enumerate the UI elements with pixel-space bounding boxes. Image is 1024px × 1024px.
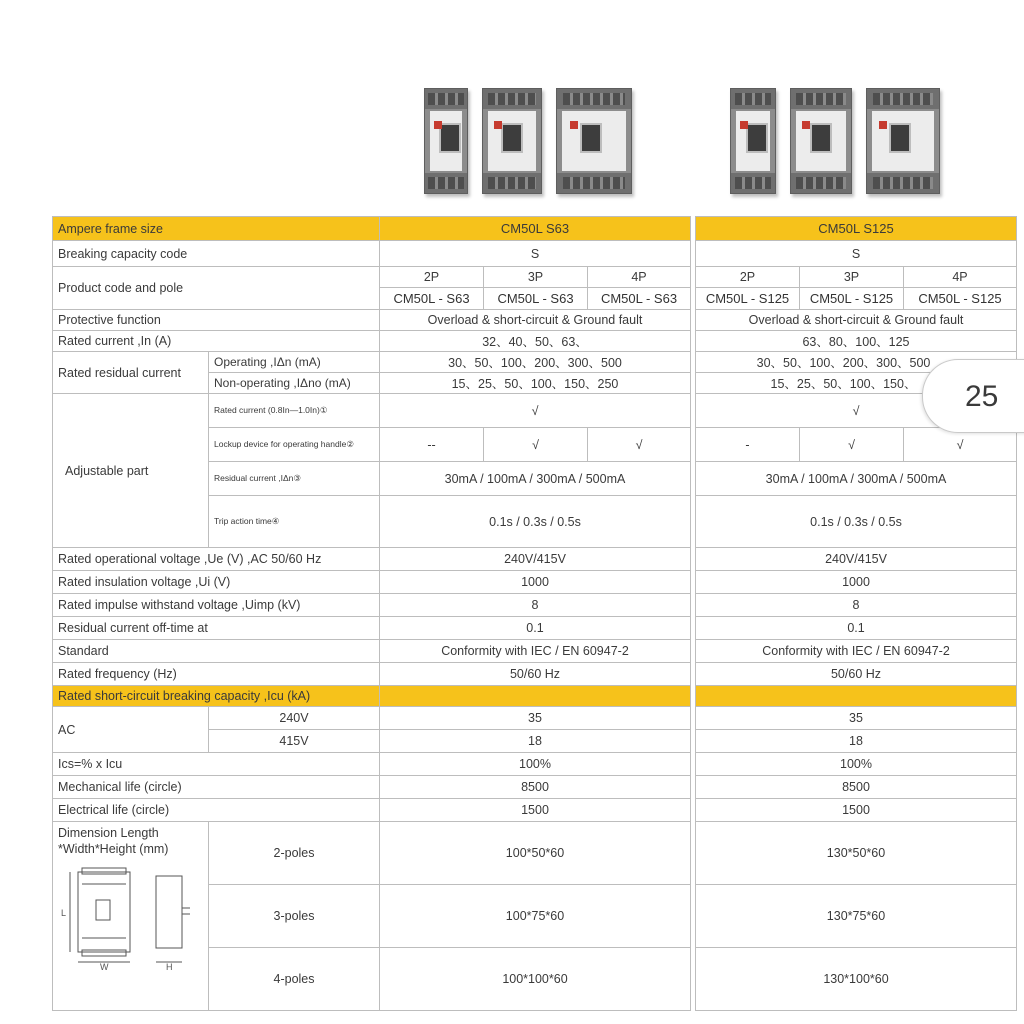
breaking-a: S bbox=[380, 241, 691, 267]
v415-b: 18 bbox=[696, 730, 1017, 753]
row-freq bbox=[53, 663, 1017, 686]
code-a-4p: CM50L - S63 bbox=[588, 288, 691, 310]
breaker-photo-4p bbox=[866, 88, 940, 194]
ui-a: 1000 bbox=[380, 571, 691, 594]
standard-a: Conformity with IEC / EN 60947-2 bbox=[380, 640, 691, 663]
row-frame bbox=[53, 217, 1017, 241]
dim-poles-3: 3-poles bbox=[209, 885, 380, 948]
residual-adj-b: 30mA / 100mA / 300mA / 500mA bbox=[696, 462, 1017, 496]
ics-b: 100% bbox=[696, 753, 1017, 776]
operating-b: 30、50、100、200、300、500 bbox=[696, 352, 1017, 373]
series-b-header: CM50L S125 bbox=[696, 217, 1017, 241]
elec-label: Electrical life (circle) bbox=[53, 799, 380, 822]
code-a-3p: CM50L - S63 bbox=[484, 288, 588, 310]
dim-label-2: *Width*Height (mm) bbox=[58, 842, 169, 856]
dim-poles-2: 2-poles bbox=[209, 822, 380, 885]
pole-b-2p: 2P bbox=[696, 267, 800, 288]
row-protective bbox=[53, 310, 1017, 331]
row-ui bbox=[53, 571, 1017, 594]
nonop-label: Non-operating ,IΔno (mA) bbox=[209, 373, 380, 394]
ui-label: Rated insulation voltage ,Ui (V) bbox=[53, 571, 380, 594]
v240-a: 35 bbox=[380, 707, 691, 730]
lockup-a-3p: √ bbox=[484, 428, 588, 462]
row-uimp bbox=[53, 594, 1017, 617]
trip-b: 0.1s / 0.3s / 0.5s bbox=[696, 496, 1017, 548]
dim-a-4: 100*100*60 bbox=[380, 948, 691, 1011]
adjustable-label: Adjustable part bbox=[53, 394, 209, 548]
pole-a-3p: 3P bbox=[484, 267, 588, 288]
dimension-drawing bbox=[58, 862, 198, 972]
drawing-h-label: H bbox=[166, 962, 173, 972]
page-number: 25 bbox=[965, 380, 999, 413]
v415-a: 18 bbox=[380, 730, 691, 753]
elec-b: 1500 bbox=[696, 799, 1017, 822]
row-poles bbox=[53, 267, 1017, 288]
row-dim-2p bbox=[53, 822, 1017, 885]
lockup-b-2p: - bbox=[696, 428, 800, 462]
ui-b: 1000 bbox=[696, 571, 1017, 594]
product-label: Product code and pole bbox=[53, 267, 380, 310]
drawing-l-label: L bbox=[61, 908, 67, 918]
standard-b: Conformity with IEC / EN 60947-2 bbox=[696, 640, 1017, 663]
lockup-a-4p: √ bbox=[588, 428, 691, 462]
dim-poles-4: 4-poles bbox=[209, 948, 380, 1011]
row-rated-current bbox=[53, 331, 1017, 352]
lockup-b-3p: √ bbox=[800, 428, 904, 462]
row-breaking bbox=[53, 241, 1017, 267]
row-standard bbox=[53, 640, 1017, 663]
offtime-label: Residual current off-time at bbox=[53, 617, 380, 640]
v240-label: 240V bbox=[209, 707, 380, 730]
rated-current-label: Rated current ,In (A) bbox=[53, 331, 380, 352]
breaker-photo-3p bbox=[482, 88, 542, 194]
dimension-cell bbox=[53, 822, 209, 1011]
row-icu bbox=[53, 686, 1017, 707]
dim-b-3: 130*75*60 bbox=[696, 885, 1017, 948]
icu-label: Rated short-circuit breaking capacity ,Icu (kA) bbox=[53, 686, 380, 707]
dim-b-2: 130*50*60 bbox=[696, 822, 1017, 885]
ue-label: Rated operational voltage ,Ue (V) ,AC 50/60 Hz bbox=[53, 548, 380, 571]
drawing-w-label: W bbox=[100, 962, 109, 972]
trip-a: 0.1s / 0.3s / 0.5s bbox=[380, 496, 691, 548]
spec-table bbox=[52, 216, 1017, 1011]
residual-adj-label: Residual current ,IΔn③ bbox=[209, 462, 380, 496]
breaker-photo-2p bbox=[730, 88, 776, 194]
dim-b-4: 130*100*60 bbox=[696, 948, 1017, 1011]
lockup-label: Lockup device for operating handle② bbox=[209, 428, 380, 462]
pole-a-2p: 2P bbox=[380, 267, 484, 288]
lockup-b-4p: √ bbox=[904, 428, 1017, 462]
code-b-4p: CM50L - S125 bbox=[904, 288, 1017, 310]
residual-adj-a: 30mA / 100mA / 300mA / 500mA bbox=[380, 462, 691, 496]
adj-rated-a: √ bbox=[380, 394, 691, 428]
row-240v bbox=[53, 707, 1017, 730]
freq-label: Rated frequency (Hz) bbox=[53, 663, 380, 686]
nonop-a: 15、25、50、100、150、250 bbox=[380, 373, 691, 394]
frame-label: Ampere frame size bbox=[53, 217, 380, 241]
v415-label: 415V bbox=[209, 730, 380, 753]
nonop-b: 15、25、50、100、150、 bbox=[696, 373, 1017, 394]
standard-label: Standard bbox=[53, 640, 380, 663]
protective-b: Overload & short-circuit & Ground fault bbox=[696, 310, 1017, 331]
mech-b: 8500 bbox=[696, 776, 1017, 799]
freq-b: 50/60 Hz bbox=[696, 663, 1017, 686]
uimp-b: 8 bbox=[696, 594, 1017, 617]
protective-a: Overload & short-circuit & Ground fault bbox=[380, 310, 691, 331]
product-photos-s63 bbox=[424, 88, 632, 200]
pole-a-4p: 4P bbox=[588, 267, 691, 288]
ue-a: 240V/415V bbox=[380, 548, 691, 571]
residual-label: Rated residual current bbox=[53, 352, 209, 394]
uimp-a: 8 bbox=[380, 594, 691, 617]
operating-label: Operating ,IΔn (mA) bbox=[209, 352, 380, 373]
row-ue bbox=[53, 548, 1017, 571]
dim-a-3: 100*75*60 bbox=[380, 885, 691, 948]
lockup-a-2p: -- bbox=[380, 428, 484, 462]
product-photos-s125 bbox=[730, 88, 940, 200]
breaker-photo-2p bbox=[424, 88, 468, 194]
rated-current-a: 32、40、50、63、 bbox=[380, 331, 691, 352]
row-operating bbox=[53, 352, 1017, 373]
spec-sheet bbox=[52, 216, 1016, 1008]
row-offtime bbox=[53, 617, 1017, 640]
ics-label: Ics=% x Icu bbox=[53, 753, 380, 776]
code-a-2p: CM50L - S63 bbox=[380, 288, 484, 310]
pole-b-3p: 3P bbox=[800, 267, 904, 288]
code-b-2p: CM50L - S125 bbox=[696, 288, 800, 310]
operating-a: 30、50、100、200、300、500 bbox=[380, 352, 691, 373]
breaker-photo-3p bbox=[790, 88, 852, 194]
breaking-b: S bbox=[696, 241, 1017, 267]
offtime-a: 0.1 bbox=[380, 617, 691, 640]
pole-b-4p: 4P bbox=[904, 267, 1017, 288]
series-a-header: CM50L S63 bbox=[380, 217, 691, 241]
code-b-3p: CM50L - S125 bbox=[800, 288, 904, 310]
row-adj-rated bbox=[53, 394, 1017, 428]
freq-a: 50/60 Hz bbox=[380, 663, 691, 686]
row-elec bbox=[53, 799, 1017, 822]
offtime-b: 0.1 bbox=[696, 617, 1017, 640]
row-ics bbox=[53, 753, 1017, 776]
uimp-label: Rated impulse withstand voltage ,Uimp (kV) bbox=[53, 594, 380, 617]
ics-a: 100% bbox=[380, 753, 691, 776]
adj-rated-label: Rated current (0.8In—1.0In)① bbox=[209, 394, 380, 428]
rated-current-b: 63、80、100、125 bbox=[696, 331, 1017, 352]
mech-label: Mechanical life (circle) bbox=[53, 776, 380, 799]
row-mech bbox=[53, 776, 1017, 799]
dim-a-2: 100*50*60 bbox=[380, 822, 691, 885]
breaking-label: Breaking capacity code bbox=[53, 241, 380, 267]
ac-label: AC bbox=[53, 707, 209, 753]
adj-rated-b: √ bbox=[696, 394, 1017, 428]
mech-a: 8500 bbox=[380, 776, 691, 799]
elec-a: 1500 bbox=[380, 799, 691, 822]
protective-label: Protective function bbox=[53, 310, 380, 331]
dim-label-1: Dimension Length bbox=[58, 826, 159, 840]
page-number-tab bbox=[922, 359, 1024, 433]
trip-label: Trip action time④ bbox=[209, 496, 380, 548]
ue-b: 240V/415V bbox=[696, 548, 1017, 571]
v240-b: 35 bbox=[696, 707, 1017, 730]
breaker-photo-4p bbox=[556, 88, 632, 194]
